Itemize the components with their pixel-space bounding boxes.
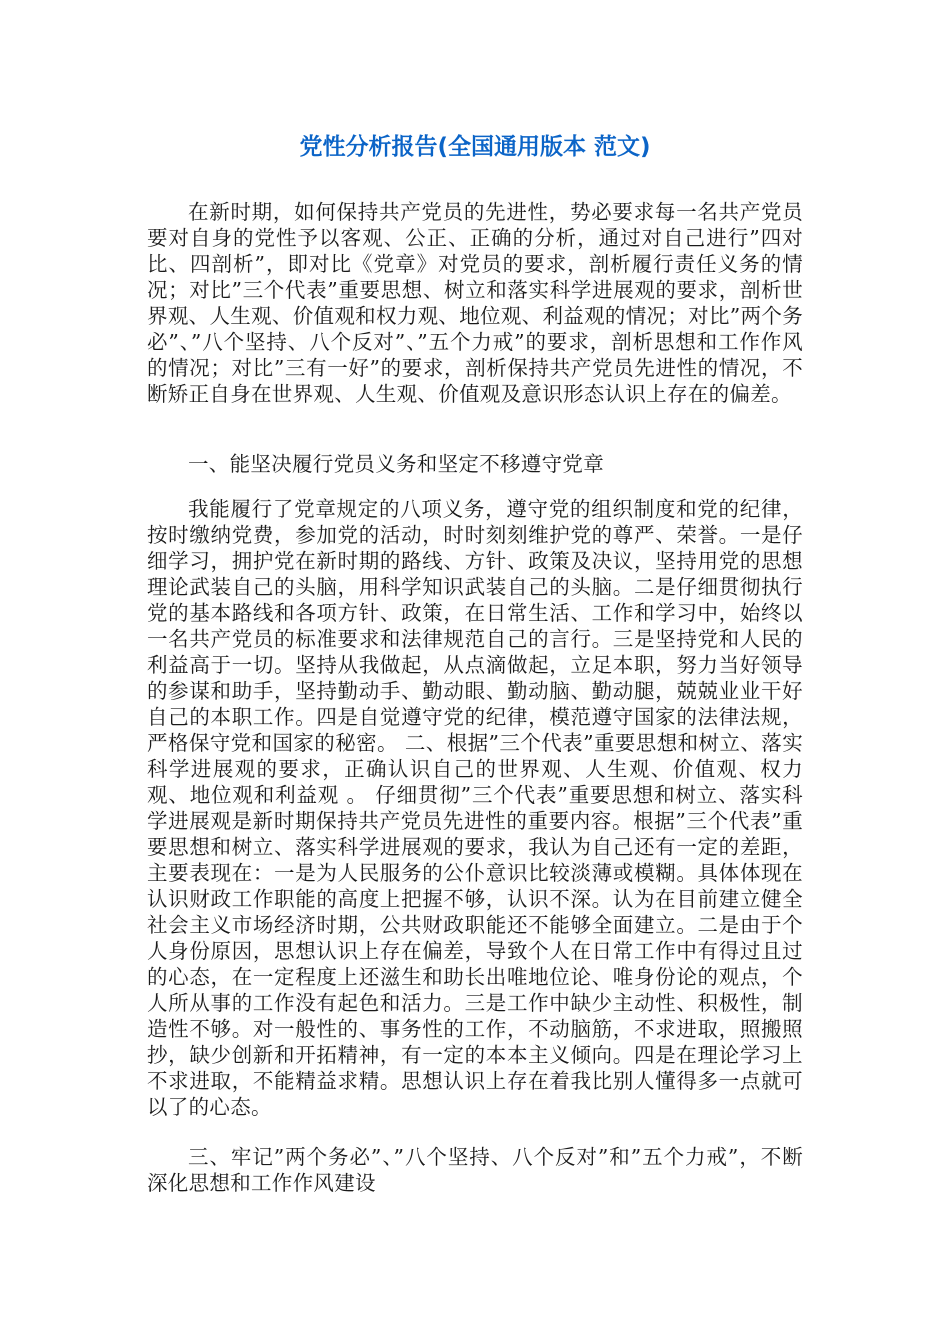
section-heading-three: 三、牢记”两个务必”、”八个坚持、八个反对”和”五个力戒”，不断深化思想和工作作风建设	[147, 1145, 803, 1195]
document-title: 党性分析报告(全国通用版本 范文)	[299, 134, 651, 160]
section-heading-one: 一、能坚决履行党员义务和坚定不移遵守党章	[188, 452, 604, 476]
section-one-paragraph: 我能履行了党章规定的八项义务，遵守党的组织制度和党的纪律，按时缴纳党费，参加党的活动，时时刻刻维护党的尊严、荣誉。一是仔细学习，拥护党在新时期的路线、方针、政策及决议，坚持用党的思想理论武装自己的头脑，用科学知识武装自己的头脑。二是仔细贯彻执行党的基本路线和各项方针、政策，在日常生活、工作和学习中，始终以一名共产党员的标准要求和法律规范自己的言行。三是坚持党和人民的利益高于一切。坚持从我做起，从点滴做起，立足本职，努力当好领导的参谋和助手，坚持勤动手、勤动眼、勤动脑、勤动腿，兢兢业业干好自己的本职工作。四是自觉遵守党的纪律，模范遵守国家的法律法规，严格保守党和国家的秘密。 二、根据”三个代表”重要思想和树立、落实科学进展观的要求，正确认识自己的世界观、人生观、价值观、权力观、地位观和利益观 。 仔细贯彻”三个代表”重要思想和树立、落实科学进展观是新时期保持共产党员先进性的重要内容。根据”三个代表”重要思想和树立、落实科学进展观的要求，我认为自己还有一定的差距，主要表现在：一是为人民服务的公仆意识比较淡薄或模糊。具体体现在认识财政工作职能的高度上把握不够，认识不深。认为在目前建立健全社会主义市场经济时期，公共财政职能还不能够全面建立。二是由于个人身份原因，思想认识上存在偏差，导致个人在日常工作中有得过且过的心态，在一定程度上还滋生和助长出唯地位论、唯身份论的观点，个人所从事的工作没有起色和活力。三是工作中缺少主动性、积极性，制造性不够。对一般性的、事务性的工作，不动脑筋，不求进取，照搬照抄，缺少创新和开拓精神，有一定的本本主义倾向。四是在理论学习上不求进取，不能精益求精。思想认识上存在着我比别人懂得多一点就可以了的心态。	[147, 497, 803, 1119]
intro-paragraph: 在新时期，如何保持共产党员的先进性，势必要求每一名共产党员要对自身的党性予以客观、公正、正确的分析，通过对自己进行”四对比、四剖析”，即对比《党章》对党员的要求，剖析履行责任义务的情况；对比”三个代表”重要思想、树立和落实科学进展观的要求，剖析世界观、人生观、价值观和权力观、地位观、利益观的情况；对比”两个务必”、”八个坚持、八个反对”、”五个力戒”的要求，剖析思想和工作作风的情况；对比”三有一好”的要求，剖析保持共产党员先进性的情况，不断矫正自身在世界观、人生观、价值观及意识形态认识上存在的偏差。	[147, 200, 803, 406]
